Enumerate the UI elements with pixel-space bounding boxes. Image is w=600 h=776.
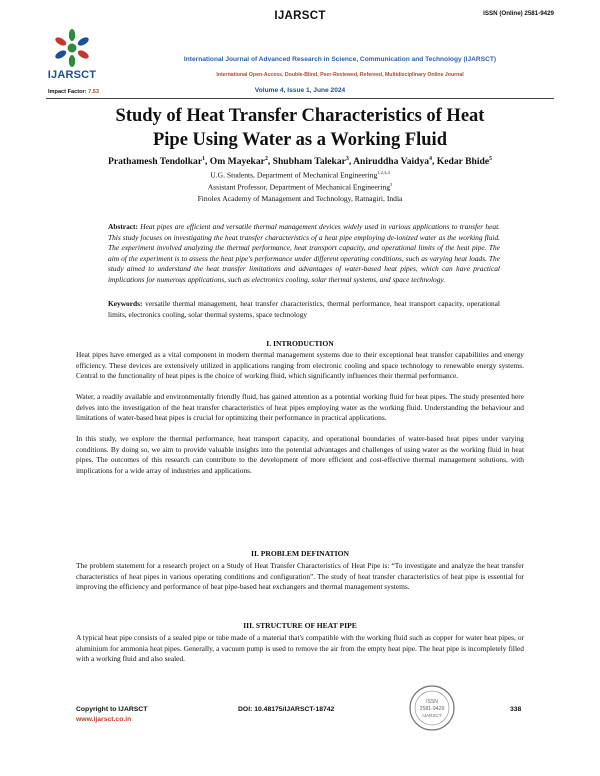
title-line-2: Pipe Using Water as a Working Fluid [152, 130, 447, 150]
intro-paragraph-2: Water, a readily available and environmentally friendly fluid, has gained attention as a potential working fluid for heat pipes. The study presented here delves into the investigation of the heat transfer characteristics of heat pipes employing water as the working fluid. Understanding the behaviour and limitations of water-based heat pipes is crucial for optimizing their performance in practical applications. [76, 392, 524, 422]
svg-text:ISSN: ISSN [426, 699, 438, 705]
author-5: Kedar Bhide$^5$ [436, 156, 492, 168]
title-line-1: Study of Heat Transfer Characteristics of Heat [115, 106, 485, 126]
affiliation-1: U.G. Students, Department of Mechanical Engineering$^{1,2,3,4}$ [210, 170, 390, 180]
impact-value: 7.53 [88, 89, 99, 95]
footer-website-link[interactable]: www.ijarsct.co.in [76, 716, 132, 723]
section-heading-problem: II. PROBLEM DEFINATION [251, 549, 349, 558]
affiliation-2: Assistant Professor, Department of Mechanical Engineering$^5$ [207, 182, 393, 192]
svg-text:2581-9429: 2581-9429 [419, 706, 445, 712]
abstract-label: Abstract: [108, 222, 138, 231]
footer-copyright: Copyright to IJARSCT [76, 706, 148, 713]
author-list [40, 156, 560, 167]
logo-wordmark: IJARSCT [47, 69, 97, 81]
author-2: Om Mayekar$^2$, [209, 156, 273, 168]
intro-paragraph-3: In this study, we explore the thermal performance, heat transport capacity, and operational boundaries of water-based heat pipes under varying conditions. By doing so, we aim to provide valuable insights into the potential advantages and challenges of using water as the working fluid in heat pipes. The outcomes of this research can contribute to the development of more efficient and cost-effective thermal management solutions, with implications for a wide array of industries and applications. [76, 434, 524, 475]
abstract-text: Heat pipes are efficient and versatile thermal management devices widely used in various applications to transfer heat. This study focuses on investigating the heat transfer characteristics of a heat pipe employing de-ionized water as the working fluid. The experiment involved analyzing the thermal performance, heat transport capacity, and operational limits of the heat pipe. The aim of the experiment is to assess the heat pipe's performance under different operating conditions, such as varying heat loads. The study aimed to understand the heat transfer limitations and advantages of water-based heat pipes, which can have practical implications for numerous applications, such as electronics cooling, solar thermal systems, and space technology. [108, 222, 500, 284]
impact-label: Impact Factor: [48, 89, 89, 95]
affiliation-3: Finolex Academy of Management and Technology, Ratnagiri, India [197, 194, 403, 203]
problem-paragraph: The problem statement for a research project on a Study of Heat Transfer Characteristics of Heat Pipe is: “To investigate and analyze the heat transfer characteristics of heat pipes in various operating conditions and configuration”. The study of heat transfer characteristics of heat pipe is essential for improving the efficiency and performance of heat pipe-based heat exchangers and thermal management systems. [76, 561, 524, 591]
keywords-label: Keywords: [108, 299, 143, 308]
intro-paragraph-1: Heat pipes have emerged as a vital component in modern thermal management systems due to their exceptional heat transfer capabilities and energy efficiency. These devices are extensively utilized in applications ranging from electronic cooling and space technology to renewable energy systems. Central to the functionality of heat pipes is the choice of working fluid, which significantly influences their thermal performance. [76, 350, 524, 380]
brand-title: IJARSCT [274, 10, 326, 22]
journal-name: International Journal of Advanced Research in Science, Communication and Technology (IJARSCT) [183, 56, 497, 63]
paper-title [60, 104, 540, 152]
page-number: 338 [510, 706, 522, 713]
author-3: Shubham Talekar$^3$, [272, 156, 354, 168]
keywords [108, 299, 500, 320]
section-heading-introduction: I. INTRODUCTION [266, 339, 334, 348]
author-4: Aniruddha Vaidya$^4$, [353, 156, 437, 168]
journal-seal-icon [408, 684, 456, 732]
footer-doi: DOI: 10.48175/IJARSCT-18742 [238, 706, 335, 713]
structure-paragraph: A typical heat pipe consists of a sealed pipe or tube made of a material that's compatible with the working fluid such as copper for water heat pipes, or aluminium for ammonia heat pipes. Generally, a vacuum pump is used to remove the air from the empty heat pipe. The heat pipe is incompletely filled with a working fluid and also sealed. [76, 633, 524, 663]
header-divider [46, 98, 554, 99]
author-1: Prathamesh Tendolkar$^1$, [108, 156, 210, 168]
section-heading-structure: III. STRUCTURE OF HEAT PIPE [243, 621, 357, 630]
abstract [108, 222, 500, 286]
issn-label: ISSN (Online) 2581-9429 [483, 10, 554, 17]
keywords-text: versatile thermal management, heat transfer characteristics, thermal performance, heat transport capacity, operational limits, electronics cooling, solar thermal systems, space technology [108, 299, 500, 319]
journal-tagline: International Open-Access, Double-Blind, Peer-Reviewed, Refereed, Multidisciplinary Online Journal [216, 72, 464, 78]
volume-issue: Volume 4, Issue 1, June 2024 [254, 87, 346, 94]
svg-text:IJARSCT: IJARSCT [422, 713, 442, 718]
